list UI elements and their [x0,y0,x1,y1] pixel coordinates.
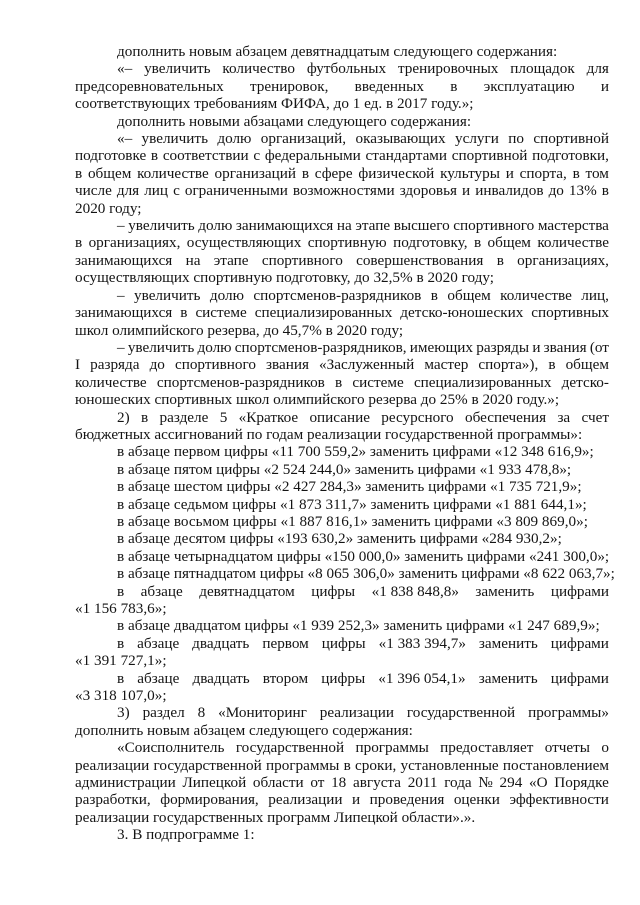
word: количестве [75,373,147,391]
word: спортивного [261,251,343,269]
quoted-paragraph [75,739,609,826]
word: для [586,60,609,78]
word: постановлением [502,756,609,774]
word: долю [209,286,244,304]
word: мастерства [537,217,609,235]
word: счет [581,408,609,426]
word: количестве [137,164,209,182]
word: описание [309,408,370,426]
word: спорта, [519,164,567,182]
text-line [75,757,609,774]
instruction-paragraph [75,113,609,130]
word: втором [262,669,309,687]
word: спорта»), [478,356,539,374]
word: эксплуатацию [483,77,575,95]
word: в [75,234,83,252]
word: «О [529,774,548,792]
word: услуги [455,130,499,148]
word: разделе [159,408,209,426]
word: системе [195,304,247,322]
text-line [75,130,609,147]
amendment-item [75,548,609,565]
word: организациях, [517,251,609,269]
word: – [117,217,125,235]
word: программы [355,739,429,757]
text-line: в абзаце двадцатом цифры «1 939 252,3» заменить цифрами «1 247 689,9»; [117,617,600,635]
word: федеральными [264,147,361,165]
text-line: 3. В подпрограмме 1: [117,826,255,844]
word: тренировочных [397,60,499,78]
word: в [141,408,149,426]
text-line [75,583,609,600]
word: на [185,251,201,269]
word: государственной [153,756,262,774]
word: занимающихся [235,217,334,235]
word: предоставляет [440,739,534,757]
word: количестве [537,234,609,252]
word: имеющих [409,338,474,356]
text-line [75,252,609,269]
word: абзаце [137,669,180,687]
amendment-item [75,443,609,460]
text-line: реализации государственных программ Липецкой области».». [75,808,476,826]
word: увеличить [141,130,208,148]
word: двадцать [192,634,250,652]
word: формирования, [160,791,259,809]
word: 8 [197,704,206,722]
word: в [75,164,83,182]
text-line: дополнить новым абзацем девятнадцатым следующего содержания: [117,43,558,60]
word: специализированных [254,304,393,322]
text-line [75,635,609,652]
word: обеспечения [465,408,547,426]
amendment-item [75,583,609,618]
word: в [335,373,343,391]
word: и [505,164,514,182]
word: соответствии [162,147,249,165]
text-line: в абзаце десятом цифры «193 630,2» заменить цифрами «284 930,2»; [117,530,562,548]
word: в [430,286,438,304]
word: – [117,338,125,356]
word: увеличить [144,60,211,78]
text-line: «3 318 107,0»; [75,687,167,705]
text-line [75,304,609,321]
text-line: «1 391 727,1»; [75,652,167,670]
amendment-item [75,513,609,530]
word: спортсменов-разрядников [156,373,325,391]
word: специализированных [413,373,552,391]
text-line: в абзаце шестом цифры «2 427 284,3» заменить цифрами «1 735 721,9»; [117,478,582,496]
word: долю [217,130,252,148]
word: девятнадцатом [199,582,295,600]
word: спортивную [307,234,387,252]
text-line [75,60,609,77]
text-line: школ олимпийского резерва, до 45,7% в 2020 году; [75,321,404,339]
word: долю [197,338,232,356]
word: занимающихся [75,304,173,322]
word: области [252,774,304,792]
word: за [557,408,571,426]
word: числе [75,182,112,200]
word: 5 [219,408,228,426]
text-line [75,704,609,721]
text-line [75,234,609,251]
word: 3) [117,704,130,722]
word: цифры [311,582,356,600]
word: количестве [500,286,572,304]
word: № [478,774,493,792]
word: ресурсного [381,408,454,426]
quoted-paragraph [75,339,609,409]
word: спортивной [451,147,528,165]
quoted-paragraph [75,60,609,112]
word: стандартами [365,147,448,165]
text-line: 2020 году; [75,199,142,217]
word: в [117,669,125,687]
word: в [572,164,580,182]
word: общем [87,164,132,182]
word: разработки, [75,791,151,809]
word: абзаце [140,582,183,600]
word: и [352,791,361,809]
word: и [532,338,541,356]
word: общем [447,286,491,304]
word: «Краткое [238,408,299,426]
text-line [75,356,609,373]
text-line [75,374,609,391]
text-line [75,739,609,756]
word: спортсменов-разрядников, [234,338,407,356]
word: спортивной [533,130,609,148]
word: долю [198,217,233,235]
word: администрации [75,774,176,792]
word: в [117,634,125,652]
word: на [336,217,352,235]
word: и [462,182,471,200]
word: Порядке [554,774,609,792]
word: «Заслуженный [319,356,415,374]
word: звания [543,338,587,356]
text-line: «1 156 783,6»; [75,600,167,617]
word: возможностями [292,182,395,200]
text-line: в абзаце седьмом цифры «1 873 311,7» заменить цифрами «1 881 644,1»; [117,495,587,513]
word: в [601,182,609,200]
text-line: в абзаце пятом цифры «2 524 244,0» заменить цифрами «1 933 478,8»; [117,460,572,478]
word: организациях, [88,234,181,252]
text-line: юношеских спортивных школ олимпийского резерва до 25% в 2020 году.»; [75,391,560,409]
word: спортивного [453,217,535,235]
word: 18 [331,774,347,792]
section-item [75,409,609,444]
word: раздел [142,704,185,722]
word: реализации [75,756,150,774]
word: цифры [321,669,366,687]
word: этапе [355,217,391,235]
word: цифрами [550,582,609,600]
word: спортивных [531,304,609,322]
amendment-item [75,478,609,495]
word: общем [565,356,609,374]
word: подготовки, [532,147,609,165]
word: – [117,286,125,304]
word: «1 838 848,8» [371,582,459,600]
word: разряды [476,338,530,356]
text-line [75,182,609,199]
text-line [75,670,609,687]
word: по [508,130,524,148]
word: высшего [393,217,450,235]
word: программы» [528,704,609,722]
word: спортивного [174,356,256,374]
word: тренировок, [249,77,329,95]
text-line: дополнить новыми абзацами следующего содержания: [117,112,472,130]
word: физической [358,164,435,182]
word: в [180,304,188,322]
word: введенных [354,77,424,95]
text-line: осуществляющих спортивную подготовку, до 32,5% в 2020 году; [75,269,494,287]
word: от [310,774,325,792]
amendment-item [75,461,609,478]
word: оказывающих [355,130,446,148]
text-line: соответствующих требованиям ФИФА, до 1 ед. в 2017 году.»; [75,95,474,113]
word: количество [222,60,295,78]
word: цифрами [550,634,609,652]
text-line [75,287,609,304]
text-line: в абзаце пятнадцатом цифры «8 065 306,0» заменить цифрами «8 622 063,7»; [117,565,615,583]
word: заменить [475,582,535,600]
word: цифры [321,634,366,652]
word: реализации [268,791,343,809]
word: подготовке [75,147,147,165]
word: до [548,182,564,200]
section-item [75,704,609,739]
word: увеличить [128,217,195,235]
word: «1 383 394,7» [378,634,466,652]
word: сроки, [355,756,397,774]
word: том [585,164,609,182]
word: разряда [90,356,140,374]
word: для [116,182,140,200]
word: «– [117,130,133,148]
word: в [343,756,351,774]
word: в [117,582,125,600]
text-line: в абзаце восьмом цифры «1 887 816,1» заменить цифрами «3 809 869,0»; [117,512,588,530]
word: в [473,234,482,252]
quoted-paragraph [75,287,609,339]
word: цифрами [550,669,609,687]
word: проведения [369,791,445,809]
word: в [150,147,159,165]
word: установленные [400,756,499,774]
word: звания [266,356,309,374]
word: увеличить [134,286,201,304]
text-line [75,147,609,164]
amendment-item [75,635,609,670]
word: программы [266,756,340,774]
word: лиц, [581,286,609,304]
word: государственной [235,739,345,757]
word: Липецкой [182,774,247,792]
word: детско-юношеских [400,304,524,322]
text-line [75,339,609,356]
word: в [496,251,504,269]
text-line: в абзаце первом цифры «11 700 559,2» заменить цифрами «12 348 616,9»; [117,443,594,461]
word: реализации [319,704,394,722]
quoted-paragraph [75,130,609,217]
word: 13% [568,182,597,200]
word: заменить [478,634,538,652]
word: организаций [214,164,297,182]
word: здоровья [399,182,458,200]
text-line [75,217,609,234]
amendment-item [75,496,609,513]
text-line [75,165,609,182]
word: системе [352,373,404,391]
word: эффективности [509,791,609,809]
word: 2) [117,408,130,426]
word: отчеты [544,739,591,757]
word: культуры [440,164,500,182]
amendment-item [75,617,609,634]
word: оценки [453,791,500,809]
word: (от [589,338,609,356]
word: мастер [424,356,469,374]
word: предсоревновательных [75,77,224,95]
text-line [75,791,609,808]
word: лиц [144,182,169,200]
text-line [75,78,609,95]
word: и [600,77,609,95]
word: в [301,164,309,182]
text-line: в абзаце четырнадцатом цифры «150 000,0» заменить цифрами «241 300,0»; [117,547,610,565]
word: августа [352,774,401,792]
word: первом [262,634,309,652]
word: детско- [561,373,609,391]
text-line [75,774,609,791]
amendment-item [75,670,609,705]
word: организаций, [260,130,347,148]
quoted-paragraph [75,217,609,287]
word: заменить [478,669,538,687]
word: с [173,182,180,200]
word: 294 [499,774,523,792]
word: ограниченными [184,182,288,200]
word: в [450,77,458,95]
word: «1 396 054,1» [378,669,466,687]
amendment-item [75,565,615,583]
word: площадок [510,60,575,78]
word: подготовку, [393,234,468,252]
word: о [601,739,609,757]
word: года [444,774,472,792]
word: осуществляющих [186,234,302,252]
word: этапе [213,251,249,269]
amendment-item [75,530,609,547]
word: «Соисполнитель [117,739,225,757]
word: увеличить [127,338,195,356]
word: инвалидов [475,182,544,200]
subprogram-heading [75,826,609,843]
word: двадцать [192,669,250,687]
word: в [548,356,556,374]
text-line [75,409,609,426]
word: «– [117,60,133,78]
instruction-paragraph [75,43,609,60]
word: совершенствования [356,251,484,269]
word: занимающихся [75,251,173,269]
word: спортсменов-разрядников [253,286,422,304]
word: государственной [406,704,516,722]
word: I [75,356,81,374]
text-line: бюджетных ассигнований по годам реализации государственной программы»: [75,425,583,443]
word: «Мониторинг [218,704,307,722]
word: до [149,356,165,374]
word: 2011 [407,774,438,792]
word: с [253,147,261,165]
word: футбольных [306,60,387,78]
word: абзаце [137,634,180,652]
word: общем [487,234,531,252]
text-line: дополнить новым абзацем следующего содержания: [75,721,413,739]
word: сфере [314,164,353,182]
